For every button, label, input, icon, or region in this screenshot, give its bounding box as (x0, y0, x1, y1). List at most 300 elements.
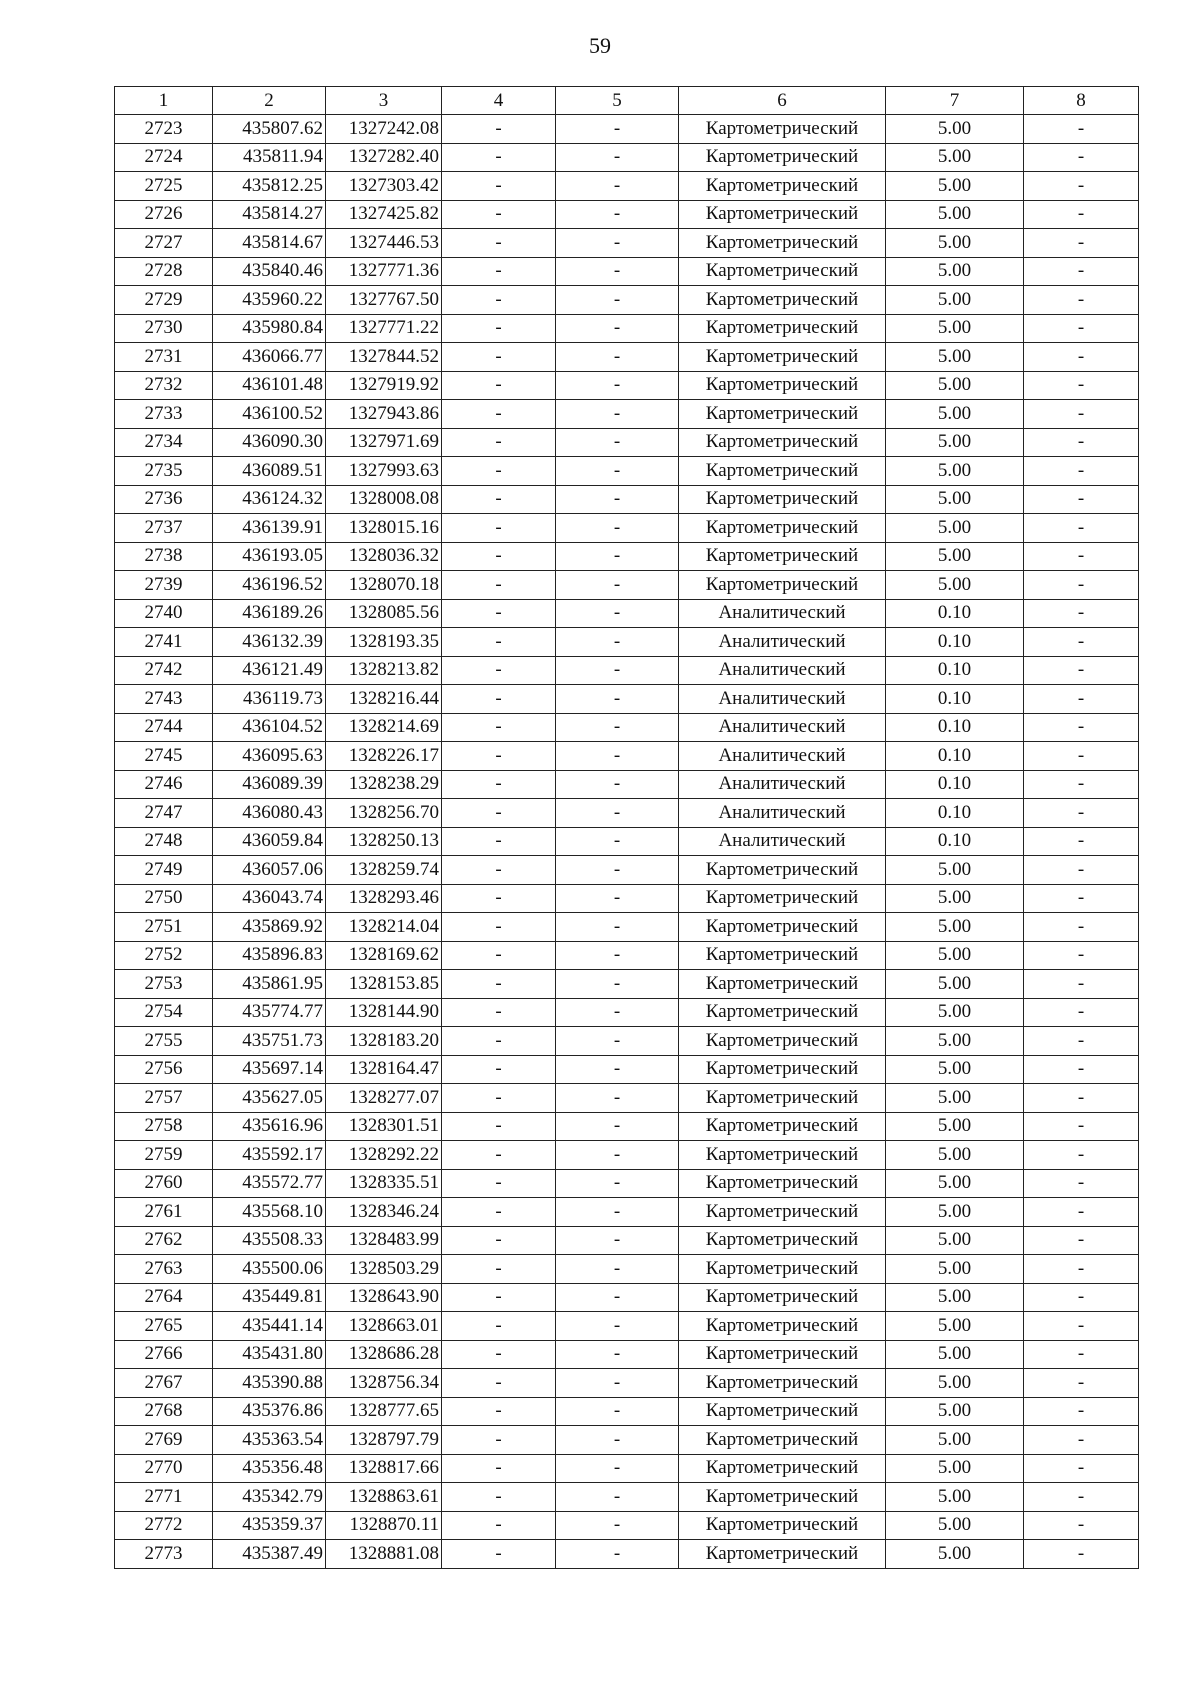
x-coordinate-cell: 435814.27 (213, 200, 326, 229)
x-coordinate-cell: 436100.52 (213, 400, 326, 429)
point-number-cell: 2772 (115, 1511, 213, 1540)
col8-cell: - (1024, 514, 1139, 543)
table-row (115, 1112, 1139, 1141)
col5-cell: - (556, 1511, 679, 1540)
table-row (115, 941, 1139, 970)
accuracy-cell: 5.00 (886, 1112, 1024, 1141)
accuracy-cell: 5.00 (886, 400, 1024, 429)
col4-cell: - (442, 1112, 556, 1141)
col4-cell: - (442, 1226, 556, 1255)
y-coordinate-cell: 1328008.08 (326, 485, 442, 514)
col4-cell: - (442, 314, 556, 343)
col8-cell: - (1024, 115, 1139, 144)
table-row (115, 770, 1139, 799)
y-coordinate-cell: 1328301.51 (326, 1112, 442, 1141)
col4-cell: - (442, 143, 556, 172)
x-coordinate-cell: 436095.63 (213, 742, 326, 771)
col5-cell: - (556, 257, 679, 286)
col5-cell: - (556, 1454, 679, 1483)
header-row (115, 87, 1139, 115)
col5-cell: - (556, 713, 679, 742)
table-row (115, 1483, 1139, 1512)
table-row (115, 1283, 1139, 1312)
col5-cell: - (556, 856, 679, 885)
x-coordinate-cell: 435592.17 (213, 1141, 326, 1170)
y-coordinate-cell: 1327242.08 (326, 115, 442, 144)
col8-cell: - (1024, 286, 1139, 315)
y-coordinate-cell: 1328213.82 (326, 656, 442, 685)
col5-cell: - (556, 143, 679, 172)
accuracy-cell: 5.00 (886, 1084, 1024, 1113)
col8-cell: - (1024, 1312, 1139, 1341)
method-cell: Картометрический (679, 172, 886, 201)
point-number-cell: 2760 (115, 1169, 213, 1198)
accuracy-cell: 5.00 (886, 1055, 1024, 1084)
method-cell: Аналитический (679, 713, 886, 742)
accuracy-cell: 0.10 (886, 713, 1024, 742)
method-cell: Картометрический (679, 343, 886, 372)
col8-cell: - (1024, 998, 1139, 1027)
point-number-cell: 2735 (115, 457, 213, 486)
col5-cell: - (556, 599, 679, 628)
col8-cell: - (1024, 257, 1139, 286)
col8-cell: - (1024, 371, 1139, 400)
col5-cell: - (556, 485, 679, 514)
x-coordinate-cell: 435356.48 (213, 1454, 326, 1483)
col5-cell: - (556, 428, 679, 457)
table-row (115, 371, 1139, 400)
point-number-cell: 2725 (115, 172, 213, 201)
method-cell: Аналитический (679, 742, 886, 771)
x-coordinate-cell: 435980.84 (213, 314, 326, 343)
table-row (115, 485, 1139, 514)
method-cell: Картометрический (679, 1511, 886, 1540)
col8-cell: - (1024, 542, 1139, 571)
point-number-cell: 2736 (115, 485, 213, 514)
y-coordinate-cell: 1327993.63 (326, 457, 442, 486)
accuracy-cell: 5.00 (886, 884, 1024, 913)
col4-cell: - (442, 856, 556, 885)
col8-cell: - (1024, 856, 1139, 885)
y-coordinate-cell: 1328335.51 (326, 1169, 442, 1198)
col4-cell: - (442, 998, 556, 1027)
x-coordinate-cell: 435376.86 (213, 1397, 326, 1426)
y-coordinate-cell: 1328085.56 (326, 599, 442, 628)
col8-cell: - (1024, 656, 1139, 685)
column-header: 8 (1024, 87, 1139, 115)
col5-cell: - (556, 286, 679, 315)
col4-cell: - (442, 229, 556, 258)
y-coordinate-cell: 1328183.20 (326, 1027, 442, 1056)
col5-cell: - (556, 1540, 679, 1569)
method-cell: Картометрический (679, 514, 886, 543)
col4-cell: - (442, 970, 556, 999)
x-coordinate-cell: 435449.81 (213, 1283, 326, 1312)
col5-cell: - (556, 1084, 679, 1113)
x-coordinate-cell: 435840.46 (213, 257, 326, 286)
table-row (115, 827, 1139, 856)
y-coordinate-cell: 1328226.17 (326, 742, 442, 771)
method-cell: Картометрический (679, 913, 886, 942)
col8-cell: - (1024, 628, 1139, 657)
col8-cell: - (1024, 941, 1139, 970)
col5-cell: - (556, 799, 679, 828)
y-coordinate-cell: 1328036.32 (326, 542, 442, 571)
table-row (115, 257, 1139, 286)
table-row (115, 884, 1139, 913)
col4-cell: - (442, 884, 556, 913)
table-row (115, 998, 1139, 1027)
point-number-cell: 2731 (115, 343, 213, 372)
accuracy-cell: 5.00 (886, 1540, 1024, 1569)
table-row (115, 628, 1139, 657)
col8-cell: - (1024, 428, 1139, 457)
point-number-cell: 2746 (115, 770, 213, 799)
y-coordinate-cell: 1328881.08 (326, 1540, 442, 1569)
x-coordinate-cell: 435960.22 (213, 286, 326, 315)
y-coordinate-cell: 1328193.35 (326, 628, 442, 657)
col8-cell: - (1024, 1540, 1139, 1569)
accuracy-cell: 0.10 (886, 770, 1024, 799)
y-coordinate-cell: 1328293.46 (326, 884, 442, 913)
table-row (115, 229, 1139, 258)
col5-cell: - (556, 1112, 679, 1141)
method-cell: Картометрический (679, 1312, 886, 1341)
column-header: 5 (556, 87, 679, 115)
col5-cell: - (556, 656, 679, 685)
accuracy-cell: 5.00 (886, 172, 1024, 201)
point-number-cell: 2742 (115, 656, 213, 685)
col8-cell: - (1024, 1397, 1139, 1426)
y-coordinate-cell: 1327919.92 (326, 371, 442, 400)
x-coordinate-cell: 435896.83 (213, 941, 326, 970)
accuracy-cell: 5.00 (886, 542, 1024, 571)
y-coordinate-cell: 1328870.11 (326, 1511, 442, 1540)
x-coordinate-cell: 436101.48 (213, 371, 326, 400)
point-number-cell: 2727 (115, 229, 213, 258)
method-cell: Аналитический (679, 656, 886, 685)
method-cell: Картометрический (679, 1169, 886, 1198)
method-cell: Аналитический (679, 599, 886, 628)
accuracy-cell: 5.00 (886, 1283, 1024, 1312)
table-row (115, 143, 1139, 172)
col8-cell: - (1024, 1426, 1139, 1455)
accuracy-cell: 0.10 (886, 742, 1024, 771)
point-number-cell: 2743 (115, 685, 213, 714)
method-cell: Картометрический (679, 200, 886, 229)
col5-cell: - (556, 1169, 679, 1198)
point-number-cell: 2726 (115, 200, 213, 229)
x-coordinate-cell: 435431.80 (213, 1340, 326, 1369)
x-coordinate-cell: 435572.77 (213, 1169, 326, 1198)
accuracy-cell: 5.00 (886, 143, 1024, 172)
table-row (115, 742, 1139, 771)
accuracy-cell: 5.00 (886, 913, 1024, 942)
col8-cell: - (1024, 172, 1139, 201)
accuracy-cell: 5.00 (886, 970, 1024, 999)
col4-cell: - (442, 685, 556, 714)
point-number-cell: 2723 (115, 115, 213, 144)
table-row (115, 286, 1139, 315)
table-row (115, 1454, 1139, 1483)
table-row (115, 656, 1139, 685)
col5-cell: - (556, 229, 679, 258)
col4-cell: - (442, 1141, 556, 1170)
col8-cell: - (1024, 599, 1139, 628)
column-header: 2 (213, 87, 326, 115)
table-row (115, 400, 1139, 429)
method-cell: Картометрический (679, 998, 886, 1027)
col4-cell: - (442, 1283, 556, 1312)
col4-cell: - (442, 799, 556, 828)
accuracy-cell: 5.00 (886, 1141, 1024, 1170)
col4-cell: - (442, 343, 556, 372)
point-number-cell: 2730 (115, 314, 213, 343)
method-cell: Картометрический (679, 1397, 886, 1426)
point-number-cell: 2737 (115, 514, 213, 543)
method-cell: Картометрический (679, 400, 886, 429)
point-number-cell: 2744 (115, 713, 213, 742)
point-number-cell: 2761 (115, 1198, 213, 1227)
table-row (115, 314, 1139, 343)
col4-cell: - (442, 742, 556, 771)
x-coordinate-cell: 436080.43 (213, 799, 326, 828)
point-number-cell: 2738 (115, 542, 213, 571)
method-cell: Картометрический (679, 571, 886, 600)
method-cell: Картометрический (679, 143, 886, 172)
col4-cell: - (442, 1426, 556, 1455)
point-number-cell: 2768 (115, 1397, 213, 1426)
point-number-cell: 2747 (115, 799, 213, 828)
method-cell: Картометрический (679, 457, 886, 486)
accuracy-cell: 5.00 (886, 200, 1024, 229)
method-cell: Картометрический (679, 485, 886, 514)
col4-cell: - (442, 1169, 556, 1198)
col4-cell: - (442, 913, 556, 942)
col4-cell: - (442, 941, 556, 970)
method-cell: Картометрический (679, 1226, 886, 1255)
col8-cell: - (1024, 1112, 1139, 1141)
col5-cell: - (556, 371, 679, 400)
col8-cell: - (1024, 1511, 1139, 1540)
method-cell: Аналитический (679, 628, 886, 657)
col8-cell: - (1024, 1198, 1139, 1227)
y-coordinate-cell: 1327282.40 (326, 143, 442, 172)
col4-cell: - (442, 1312, 556, 1341)
x-coordinate-cell: 435807.62 (213, 115, 326, 144)
column-header: 6 (679, 87, 886, 115)
x-coordinate-cell: 436089.51 (213, 457, 326, 486)
table-row (115, 1055, 1139, 1084)
table-row (115, 1169, 1139, 1198)
accuracy-cell: 0.10 (886, 827, 1024, 856)
col5-cell: - (556, 1426, 679, 1455)
table-header (115, 87, 1139, 115)
method-cell: Картометрический (679, 428, 886, 457)
y-coordinate-cell: 1327771.22 (326, 314, 442, 343)
x-coordinate-cell: 435811.94 (213, 143, 326, 172)
point-number-cell: 2741 (115, 628, 213, 657)
col4-cell: - (442, 628, 556, 657)
col4-cell: - (442, 1369, 556, 1398)
table-row (115, 343, 1139, 372)
y-coordinate-cell: 1328070.18 (326, 571, 442, 600)
y-coordinate-cell: 1328277.07 (326, 1084, 442, 1113)
col8-cell: - (1024, 770, 1139, 799)
col4-cell: - (442, 514, 556, 543)
table-row (115, 514, 1139, 543)
method-cell: Картометрический (679, 1255, 886, 1284)
col4-cell: - (442, 1511, 556, 1540)
col8-cell: - (1024, 685, 1139, 714)
col8-cell: - (1024, 1369, 1139, 1398)
x-coordinate-cell: 435363.54 (213, 1426, 326, 1455)
point-number-cell: 2733 (115, 400, 213, 429)
y-coordinate-cell: 1327303.42 (326, 172, 442, 201)
method-cell: Картометрический (679, 1283, 886, 1312)
x-coordinate-cell: 436196.52 (213, 571, 326, 600)
table-row (115, 713, 1139, 742)
page-number: 59 (589, 33, 611, 58)
y-coordinate-cell: 1328643.90 (326, 1283, 442, 1312)
point-number-cell: 2752 (115, 941, 213, 970)
col8-cell: - (1024, 1226, 1139, 1255)
col4-cell: - (442, 172, 556, 201)
accuracy-cell: 5.00 (886, 229, 1024, 258)
method-cell: Картометрический (679, 884, 886, 913)
col5-cell: - (556, 1283, 679, 1312)
point-number-cell: 2729 (115, 286, 213, 315)
point-number-cell: 2763 (115, 1255, 213, 1284)
accuracy-cell: 0.10 (886, 799, 1024, 828)
col5-cell: - (556, 314, 679, 343)
x-coordinate-cell: 435568.10 (213, 1198, 326, 1227)
column-header: 1 (115, 87, 213, 115)
col5-cell: - (556, 1483, 679, 1512)
table-row (115, 1397, 1139, 1426)
accuracy-cell: 0.10 (886, 656, 1024, 685)
point-number-cell: 2754 (115, 998, 213, 1027)
col5-cell: - (556, 1397, 679, 1426)
accuracy-cell: 5.00 (886, 1511, 1024, 1540)
x-coordinate-cell: 436121.49 (213, 656, 326, 685)
col4-cell: - (442, 656, 556, 685)
accuracy-cell: 0.10 (886, 599, 1024, 628)
col5-cell: - (556, 115, 679, 144)
table-row (115, 428, 1139, 457)
method-cell: Картометрический (679, 941, 886, 970)
x-coordinate-cell: 435359.37 (213, 1511, 326, 1540)
col8-cell: - (1024, 1340, 1139, 1369)
y-coordinate-cell: 1328863.61 (326, 1483, 442, 1512)
accuracy-cell: 5.00 (886, 1027, 1024, 1056)
col4-cell: - (442, 1540, 556, 1569)
point-number-cell: 2732 (115, 371, 213, 400)
point-number-cell: 2724 (115, 143, 213, 172)
table-row (115, 1340, 1139, 1369)
method-cell: Картометрический (679, 314, 886, 343)
col4-cell: - (442, 485, 556, 514)
x-coordinate-cell: 436066.77 (213, 343, 326, 372)
col4-cell: - (442, 1454, 556, 1483)
col4-cell: - (442, 1397, 556, 1426)
point-number-cell: 2762 (115, 1226, 213, 1255)
col8-cell: - (1024, 1084, 1139, 1113)
method-cell: Аналитический (679, 770, 886, 799)
column-header: 4 (442, 87, 556, 115)
point-number-cell: 2745 (115, 742, 213, 771)
col4-cell: - (442, 1198, 556, 1227)
method-cell: Картометрический (679, 115, 886, 144)
col4-cell: - (442, 200, 556, 229)
y-coordinate-cell: 1328015.16 (326, 514, 442, 543)
y-coordinate-cell: 1328756.34 (326, 1369, 442, 1398)
table-row (115, 1312, 1139, 1341)
table-row (115, 172, 1139, 201)
table-row (115, 200, 1139, 229)
method-cell: Картометрический (679, 1027, 886, 1056)
accuracy-cell: 5.00 (886, 571, 1024, 600)
accuracy-cell: 5.00 (886, 1454, 1024, 1483)
y-coordinate-cell: 1327771.36 (326, 257, 442, 286)
y-coordinate-cell: 1327943.86 (326, 400, 442, 429)
col5-cell: - (556, 770, 679, 799)
x-coordinate-cell: 435697.14 (213, 1055, 326, 1084)
accuracy-cell: 5.00 (886, 343, 1024, 372)
point-number-cell: 2748 (115, 827, 213, 856)
col4-cell: - (442, 1255, 556, 1284)
accuracy-cell: 5.00 (886, 371, 1024, 400)
point-number-cell: 2750 (115, 884, 213, 913)
col8-cell: - (1024, 1454, 1139, 1483)
accuracy-cell: 0.10 (886, 685, 1024, 714)
table-row (115, 856, 1139, 885)
x-coordinate-cell: 436090.30 (213, 428, 326, 457)
table-row (115, 571, 1139, 600)
accuracy-cell: 5.00 (886, 1198, 1024, 1227)
accuracy-cell: 5.00 (886, 1369, 1024, 1398)
y-coordinate-cell: 1328663.01 (326, 1312, 442, 1341)
point-number-cell: 2755 (115, 1027, 213, 1056)
table-row (115, 1198, 1139, 1227)
col4-cell: - (442, 1055, 556, 1084)
x-coordinate-cell: 435616.96 (213, 1112, 326, 1141)
accuracy-cell: 5.00 (886, 485, 1024, 514)
col8-cell: - (1024, 1055, 1139, 1084)
col5-cell: - (556, 343, 679, 372)
method-cell: Картометрический (679, 1426, 886, 1455)
y-coordinate-cell: 1328216.44 (326, 685, 442, 714)
x-coordinate-cell: 435342.79 (213, 1483, 326, 1512)
col5-cell: - (556, 457, 679, 486)
table-row (115, 457, 1139, 486)
point-number-cell: 2766 (115, 1340, 213, 1369)
x-coordinate-cell: 435814.67 (213, 229, 326, 258)
table-row (115, 1084, 1139, 1113)
x-coordinate-cell: 435441.14 (213, 1312, 326, 1341)
y-coordinate-cell: 1328250.13 (326, 827, 442, 856)
col5-cell: - (556, 172, 679, 201)
method-cell: Картометрический (679, 1340, 886, 1369)
col8-cell: - (1024, 229, 1139, 258)
y-coordinate-cell: 1328144.90 (326, 998, 442, 1027)
col8-cell: - (1024, 970, 1139, 999)
col5-cell: - (556, 970, 679, 999)
col8-cell: - (1024, 1141, 1139, 1170)
col5-cell: - (556, 400, 679, 429)
table-row (115, 542, 1139, 571)
col5-cell: - (556, 200, 679, 229)
